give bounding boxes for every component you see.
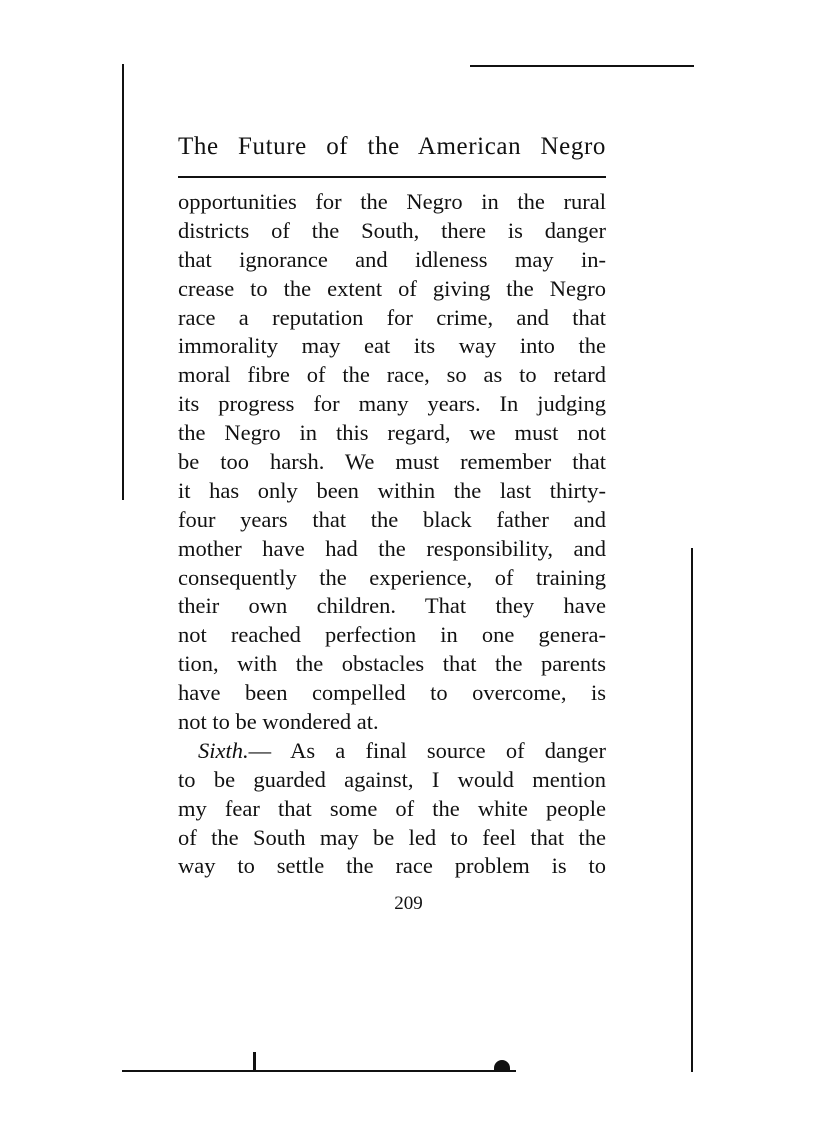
text-line: their own children. That they have xyxy=(178,593,606,619)
scan-edge-right xyxy=(691,548,693,1072)
text-line: tion, with the obstacles that the parents xyxy=(178,651,606,677)
text-line: of the South may be led to feel that the xyxy=(178,824,606,850)
text-line: districts of the South, there is danger xyxy=(178,217,606,243)
text-line: consequently the experience, of training xyxy=(178,564,606,590)
text-line: to be guarded against, I would mention xyxy=(178,766,606,792)
text-line: it has only been within the last thirty- xyxy=(178,477,606,503)
text-line: my fear that some of the white people xyxy=(178,795,606,821)
body-text xyxy=(178,188,606,881)
page-number: 209 xyxy=(394,893,423,914)
text-line: moral fibre of the race, so as to retard xyxy=(178,362,606,388)
scan-edge-bottom xyxy=(122,1070,516,1072)
header-rule xyxy=(178,176,606,178)
text-line: be too harsh. We must remember that xyxy=(178,449,606,475)
text-line: not reached perfection in one genera- xyxy=(178,622,606,648)
text-line: crease to the extent of giving the Negro xyxy=(178,275,606,301)
text-line: mother have had the responsibility, and xyxy=(178,535,606,561)
text-line: have been compelled to overcome, is xyxy=(178,680,606,706)
scan-artifact xyxy=(494,1060,510,1070)
scan-edge-top xyxy=(470,65,694,67)
text-line: its progress for many years. In judging xyxy=(178,391,606,417)
running-head: The Future of the American Negro xyxy=(178,133,606,160)
text-line: that ignorance and idleness may in- xyxy=(178,246,606,272)
scan-edge-left xyxy=(122,64,124,500)
text-line: opportunities for the Negro in the rural xyxy=(178,189,606,214)
text-line: way to settle the race problem is to xyxy=(178,853,606,879)
paragraph-sixth-first-line xyxy=(178,737,606,766)
text-line: not to be wondered at. xyxy=(178,709,379,735)
text-run: — As a final source of danger xyxy=(248,737,606,763)
text-line: four years that the black father and xyxy=(178,506,606,532)
text-line: the Negro in this regard, we must not xyxy=(178,420,606,446)
scan-artifact xyxy=(253,1052,256,1070)
text-line: race a reputation for crime, and that xyxy=(178,304,606,330)
text-line: immorality may eat its way into the xyxy=(178,333,606,359)
sixth-label: Sixth. xyxy=(198,737,249,763)
